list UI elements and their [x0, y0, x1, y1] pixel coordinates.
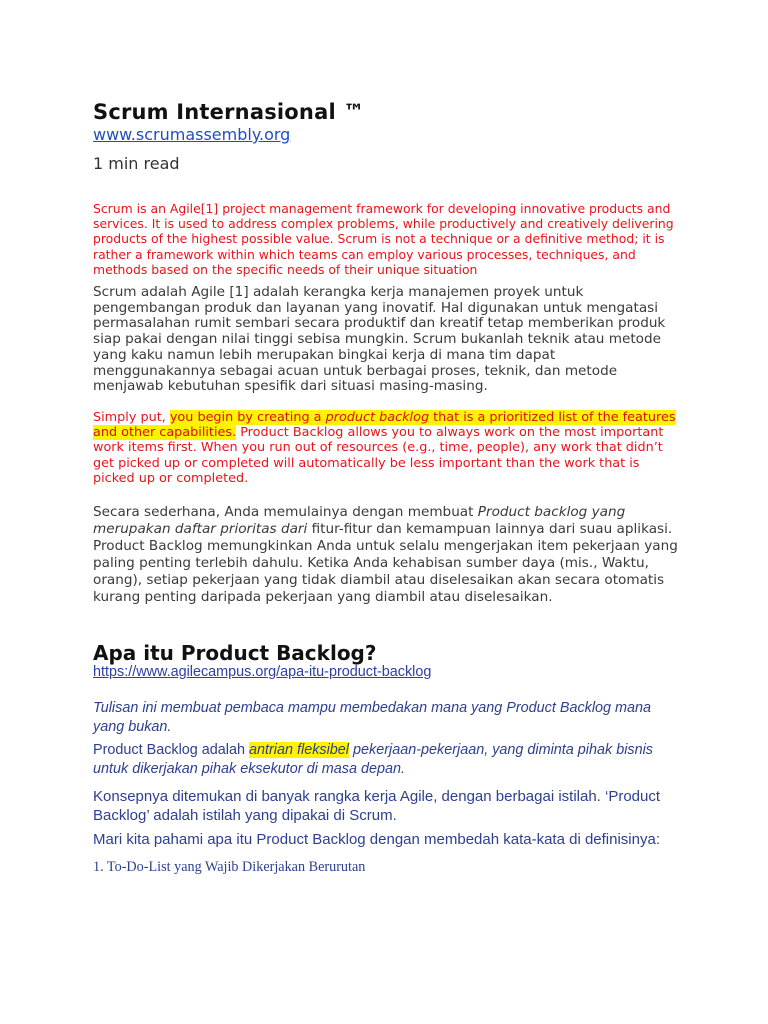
site-link[interactable]: www.scrumassembly.org [93, 125, 291, 144]
concept-paragraph: Konsepnya ditemukan di banyak rangka kerja Agile, dengan berbagai istilah. ‘Product Backlog’ adalah istilah yang dipakai di Scrum. [93, 788, 661, 824]
highlight-italic: product backlog [325, 410, 430, 425]
read-time: 1 min read [93, 154, 180, 173]
secara-italic: Product backlog yang merupakan daftar prioritas dari [93, 504, 626, 537]
definition-rest: pekerjaan-pekerjaan, yang diminta pihak bisnis untuk dikerjakan pihak eksekutor di masa depan. [93, 742, 653, 777]
simply-rest: Product Backlog allows you to always work on the most important work items first. When you run out of resources (e.g., time, people), any work that didn’t get picked up or completed will automatically be less important than the work that is picked up or completed. [93, 425, 664, 486]
simply-lead: Simply put, [93, 410, 170, 425]
mari-paragraph: Mari kita pahami apa itu Product Backlog dengan membedah kata-kata di definisinya: [93, 831, 660, 848]
highlight-part-1: you begin by creating a [169, 410, 326, 425]
definition-lead: Product Backlog adalah [93, 742, 249, 758]
highlight-part-2: that is a prioritized list of the features and other capabilities. [93, 410, 676, 441]
indonesian-intro-paragraph: Scrum adalah Agile [1] adalah kerangka kerja manajemen proyek untuk pengembangan produk dan layanan yang inovatif. Hal digunakan untuk mengatasi permasalahan rumit sembari secara produktif dan kreatif tetap memberikan produk siap pakai dengan nilai tinggi sebisa mungkin. Scrum bukanlah teknik atau metode yang kaku namun lebih merupakan bingkai kerja di mana tim dapat menggunakannya sebagai acuan untuk berbagai proses, teknik, dan metode menjawab kebutuhan spesifik dari situasi masing-masing. [93, 284, 666, 395]
intro-italic-paragraph: Tulisan ini membuat pembaca mampu membedakan mana yang Product Backlog mana yang bukan. [93, 700, 652, 735]
english-intro-paragraph: Scrum is an Agile[1] project management framework for developing innovative products and services. It is used to address complex problems, while productively and creatively delivering products of the highest possible value. Scrum is not a technique or a definitive method; it is rather a framework within which teams can employ various processes, techniques, and methods based on the specific needs of their unique situation [93, 201, 674, 277]
definition-highlight: antrian fleksibel [249, 742, 349, 758]
page-title: Scrum Internasional ™ [93, 100, 365, 124]
list-item: 1. To-Do-List yang Wajib Dikerjakan Berurutan [93, 859, 366, 875]
indonesian-simply-paragraph [93, 504, 680, 606]
english-simply-paragraph [93, 410, 680, 486]
secara-lead: Secara sederhana, Anda memulainya dengan membuat [93, 504, 478, 520]
section-heading: Apa itu Product Backlog? [93, 641, 377, 665]
definition-paragraph [93, 741, 680, 779]
section-link[interactable]: https://www.agilecampus.org/apa-itu-product-backlog [93, 664, 432, 680]
secara-rest: fitur-fitur dan kemampuan lainnya dari suau aplikasi. Product Backlog memungkinkan Anda untuk selalu mengerjakan item pekerjaan yang paling penting terlebih dahulu. Ketika Anda kehabisan sumber daya (mis., Waktu, orang), setiap pekerjaan yang tidak diambil atau diselesaikan akan secara otomatis kurang penting daripada pekerjaan yang diambil atau diselesaikan. [93, 521, 678, 605]
